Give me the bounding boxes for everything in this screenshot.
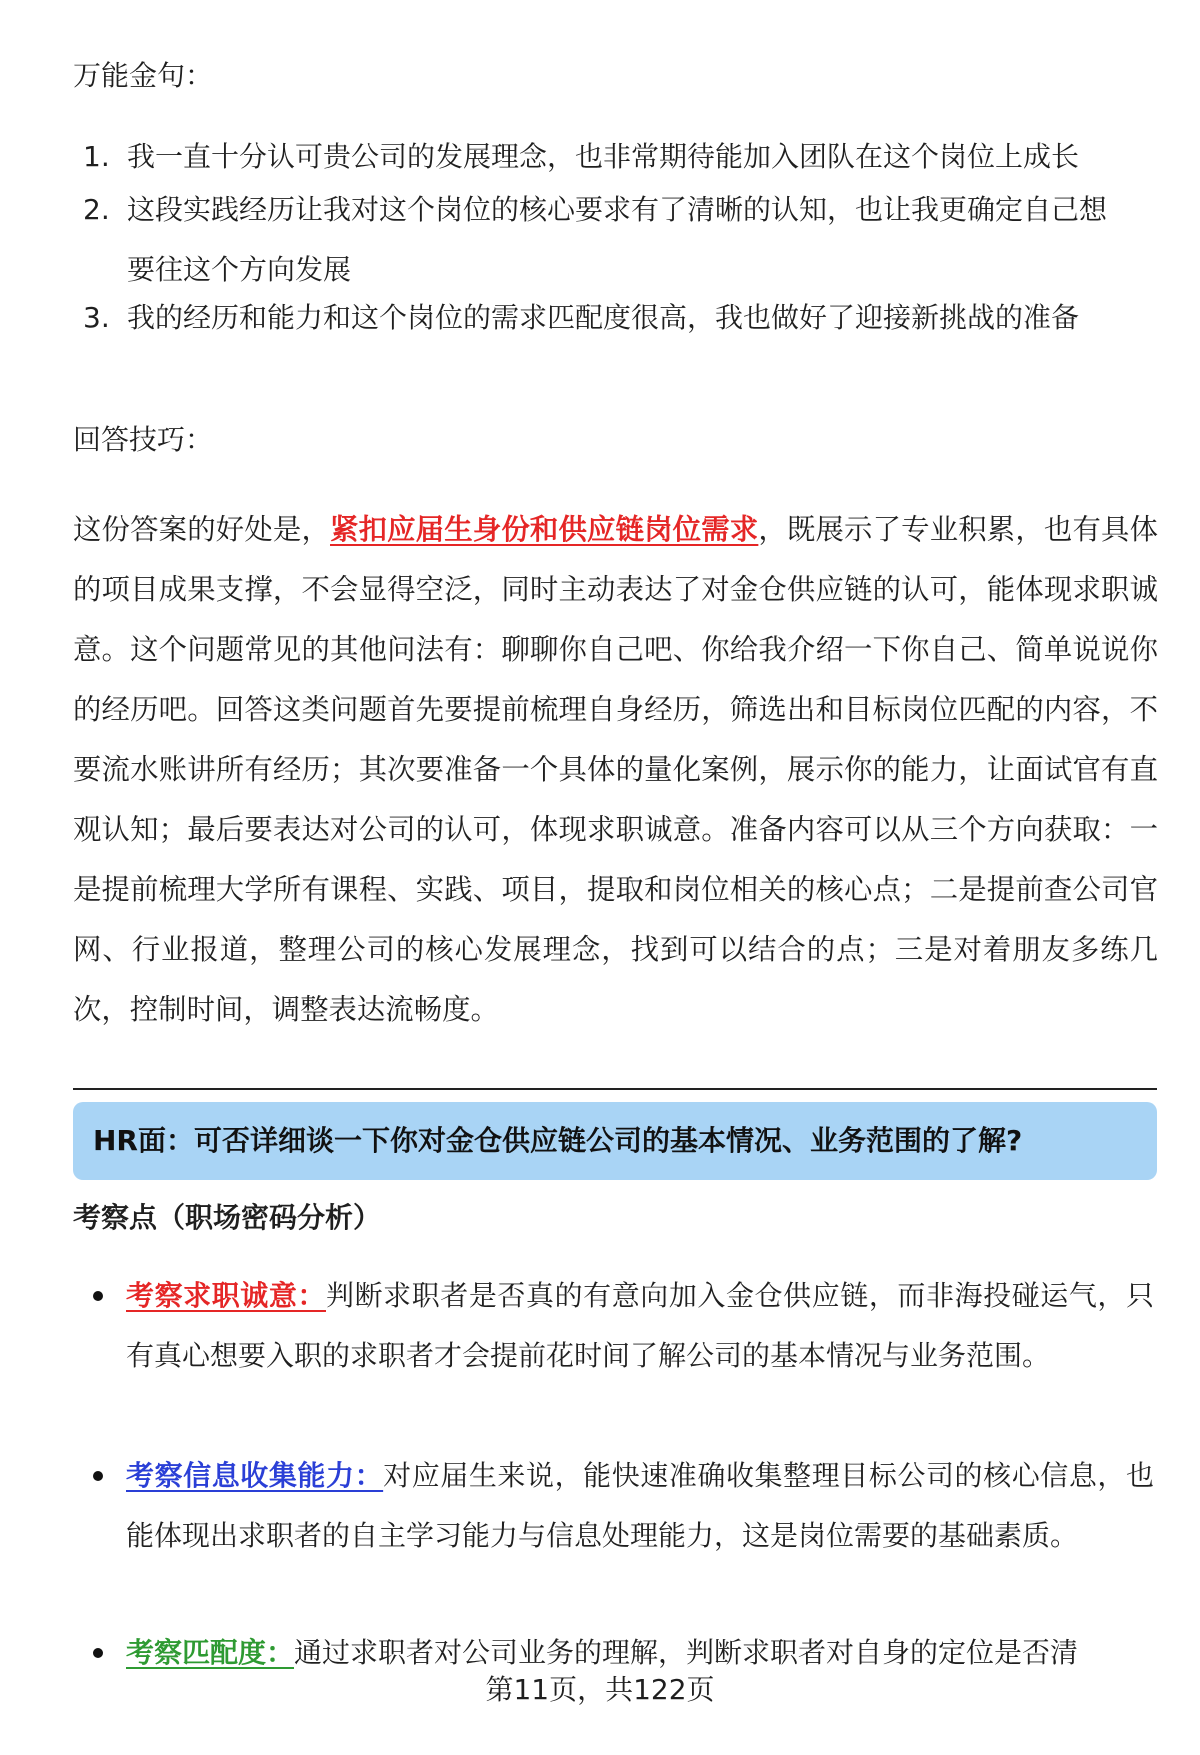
tips-text-post: ，既展示了专业积累，也有具体的项目成果支撑，不会显得空泛，同时主动表达了对金仓供应链的认可，能体现求职诚意。这个问题常见的其他问法有：聊聊你自己吧、你给我介绍一下你自己、简单说说你的经历吧。回答这类问题首先要提前梳理自身经历，筛选出和目标岗位匹配的内容，不要流水账讲所有经历；其次要准备一个具体的量化案例，展示你的能力，让面试官有直观认知；最后要表达对公司的认可，体现求职诚意。准备内容可以从三个方向获取：一是提前梳理大学所有课程、实践、项目，提取和岗位相关的核心点；二是提前查公司官网、行业报道，整理公司的核心发展理念，找到可以结合的点；三是对着朋友多练几次，控制时间，调整表达流畅度。 [73,513,1158,1026]
list-number: 3. [83,301,110,334]
tips-highlight: 紧扣应届生身份和供应链岗位需求 [330,513,759,546]
tips-text-pre: 这份答案的好处是， [73,513,331,546]
bullet-dot [93,1648,103,1658]
page-footer: 第11页，共122页 [485,1673,715,1706]
list-text: 这段实践经历让我对这个岗位的核心要求有了清晰的认知，也让我更确定自己想要往这个方向发展 [127,193,1108,286]
bullet-keyword: 考察匹配度： [126,1636,295,1669]
bullet-text [126,1446,1154,1566]
answer-tips-label: 回答技巧： [73,423,214,456]
bullet-keyword: 考察求职诚意： [126,1279,326,1312]
bullet-description: 通过求职者对公司业务的理解，判断求职者对自身的定位是否清 [294,1636,1079,1669]
section-divider [73,1088,1157,1090]
bullet-dot [93,1471,103,1481]
list-text: 我的经历和能力和这个岗位的需求匹配度很高，我也做好了迎接新挑战的准备 [127,301,1080,334]
list-number: 1. [83,140,110,173]
bullet-description: 判断求职者是否真的有意向加入金仓供应链，而非海投碰运气，只有真心想要入职的求职者才会提前花时间了解公司的基本情况与业务范围。 [126,1279,1154,1372]
question-title: HR面：可否详细谈一下你对金仓供应链公司的基本情况、业务范围的了解? [93,1124,1023,1157]
bullet-description: 对应届生来说，能快速准确收集整理目标公司的核心信息，也能体现出求职者的自主学习能力与信息处理能力，这是岗位需要的基础素质。 [126,1459,1154,1552]
answer-tips-paragraph [73,500,1158,1040]
question-box [73,1102,1157,1180]
bullet-keyword: 考察信息收集能力： [126,1459,384,1492]
bullet-text [126,1266,1154,1386]
bullet-dot [93,1291,103,1301]
assessment-heading: 考察点（职场密码分析） [73,1201,382,1234]
list-text: 我一直十分认可贵公司的发展理念，也非常期待能加入团队在这个岗位上成长 [127,140,1080,173]
list-number: 2. [83,193,110,226]
golden-sentences-label: 万能金句： [73,59,214,92]
